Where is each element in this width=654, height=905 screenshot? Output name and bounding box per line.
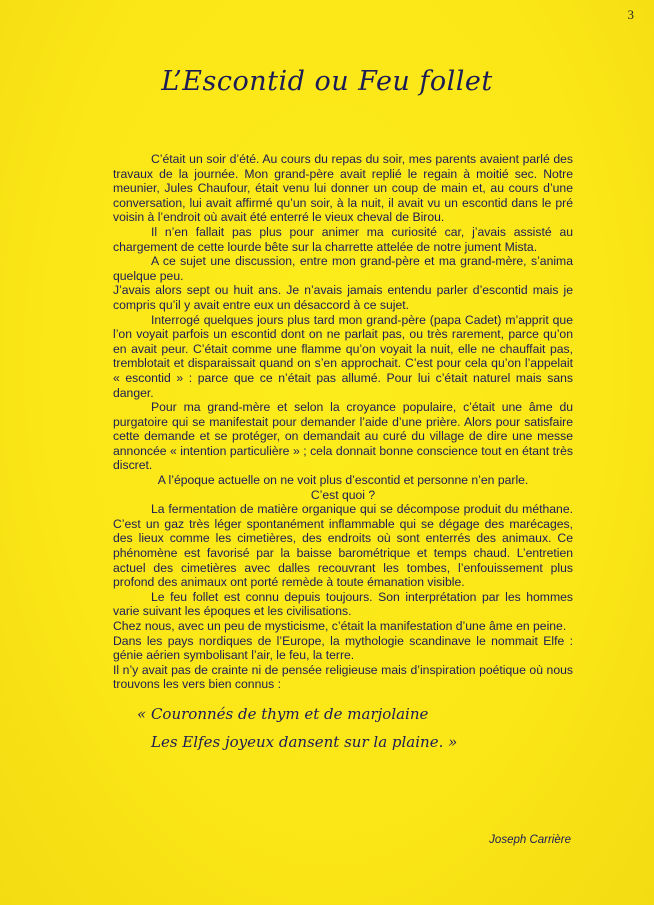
section-question: C’est quoi ?: [310, 487, 376, 502]
paragraph-4: J’avais alors sept ou huit ans. Je n’avais jamais entendu parler d’escontid mais je compris qu’il y avait entre eux un désaccord à ce sujet.: [113, 283, 573, 312]
paragraph-12: Il n’y avait pas de crainte ni de pensée religieuse mais d’inspiration poétique où nous trouvons les vers bien connus :: [113, 662, 573, 692]
paragraph-9: Le feu follet est connu depuis toujours. Son interprétation par les hommes varie suivant les époques et les civilisations.: [113, 589, 573, 619]
paragraph-7: A l’époque actuelle on ne voit plus d’escontid et personne n’en parle.: [157, 473, 529, 488]
poem: [113, 700, 573, 756]
author-signature: Joseph Carrière: [489, 834, 571, 846]
poem-line-1: « Couronnés de thym et de marjolaine: [137, 704, 429, 723]
document-body: [113, 152, 573, 756]
paragraph-11: Dans les pays nordiques de l’Europe, la mythologie scandinave le nommait Elfe : génie aérien symbolisant l’air, le feu, la terre.: [113, 633, 573, 663]
paragraph-1: C’était un soir d’été. Au cours du repas du soir, mes parents avaient parlé des travaux de la journée. Mon grand-père avait replié le regain à moitié sec. Notre meunier, Jules Chaufour, était venu lui donner un coup de main et, au cours d’une conversation, lui avait affirmé qu’un soir, à la nuit, il avait vu un escontid dans le pré voisin à l’endroit où avait été enterré le vieux cheval de Birou.: [113, 152, 573, 225]
paragraph-8: La fermentation de matière organique qui se décompose produit du méthane. C’est un gaz très léger spontanément inflammable qui se dégage des marécages, des lieux comme les cimetières, des endroits où sont enterrés des animaux. Ce phénomène est favorisé par la baisse barométrique et temps chaud. L’entretien actuel des cimetières avec dalles recouvrant les tombes, l’enfouissement plus profond des animaux ont porté remède à toute émanation visible.: [113, 502, 573, 590]
page-number: 3: [627, 7, 634, 22]
document-title: L’Escontid ou Feu follet: [161, 66, 493, 97]
paragraph-6: Pour ma grand-mère et selon la croyance populaire, c’était une âme du purgatoire qui se manifestait pour demander l’aide d’une prière. Alors pour satisfaire cette demande et se protéger, on demandait au curé du village de dire une messe annoncée « intention particulière » ; cela donnait bonne conscience tout en étant très discret.: [113, 400, 573, 473]
paragraph-5: Interrogé quelques jours plus tard mon grand-père (papa Cadet) m’apprit que l’on voyait parfois un escontid dont on ne parlait pas, ou très rarement, parce qu’on en avait peur. C’était comme une flamme qu’on voyait la nuit, elle ne chauffait pas, tremblotait et disparaissait quand on s’en approchait. C’est pour cela qu’on l’appelait « escontid » : parce que ce n’était pas allumé. Pour lui c’était naturel mais sans danger.: [113, 312, 573, 400]
paragraph-2: Il n’en fallait pas plus pour animer ma curiosité car, j’avais assisté au chargement de cette lourde bête sur la charrette attelée de notre jument Mista.: [113, 224, 573, 254]
paragraph-10: Chez nous, avec un peu de mysticisme, c’était la manifestation d’une âme en peine.: [113, 619, 567, 633]
poem-line-2: Les Elfes joyeux dansent sur la plaine. »: [151, 732, 458, 751]
paragraph-3: A ce sujet une discussion, entre mon grand-père et ma grand-mère, s’anima quelque peu.: [113, 254, 573, 283]
